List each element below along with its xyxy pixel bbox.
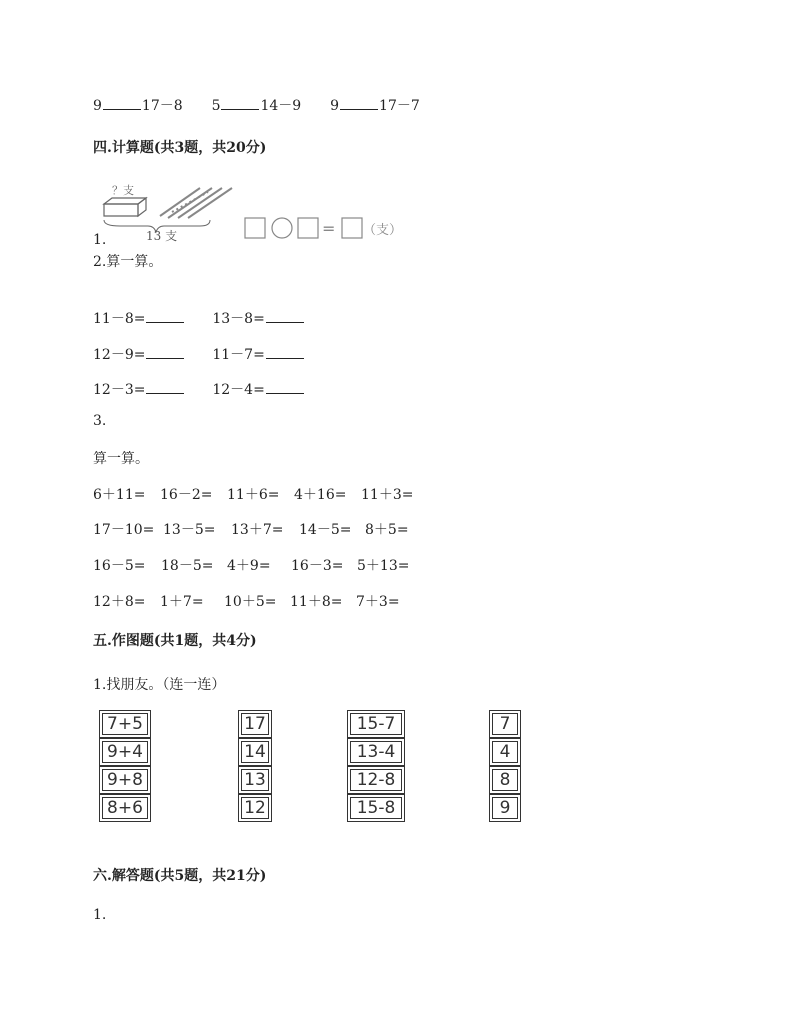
- compare-row: [93, 95, 420, 115]
- pencils-icon: [160, 188, 232, 218]
- match-box-expression[interactable]: 9+8: [102, 769, 148, 791]
- calc-row: [93, 591, 423, 611]
- expression: 11＋6=: [227, 487, 280, 503]
- expression: 11－7=: [212, 347, 265, 363]
- figure-total-label: 13 支: [146, 229, 178, 243]
- compare-right: 14－9: [260, 98, 302, 114]
- section-heading: 六.解答题(共5题，共21分): [93, 868, 267, 884]
- question-number: 1.: [93, 907, 107, 923]
- unit-label: （支）: [363, 223, 403, 238]
- pencil-box-icon: [104, 198, 146, 216]
- expression: 4＋9=: [227, 558, 271, 574]
- calc-row: [93, 519, 432, 539]
- match-box-number[interactable]: 12: [241, 797, 269, 819]
- compare-right: 17－8: [141, 98, 183, 114]
- answer-blank[interactable]: [340, 97, 378, 110]
- expression: 10＋5=: [224, 594, 277, 610]
- answer-square[interactable]: [342, 218, 362, 238]
- match-box-number[interactable]: 7: [492, 713, 518, 735]
- expression: 7＋3=: [356, 594, 400, 610]
- expression: 12＋8=: [93, 594, 146, 610]
- compare-left: 5: [211, 98, 221, 114]
- pencil-figure: [100, 182, 410, 244]
- answer-blank[interactable]: [266, 346, 304, 359]
- match-box-expression[interactable]: 7+5: [102, 713, 148, 735]
- calc-row: [93, 344, 305, 364]
- expression: 6＋11=: [93, 487, 146, 503]
- expression: 5＋13=: [357, 558, 410, 574]
- match-box-number[interactable]: 14: [241, 741, 269, 763]
- section-heading: 五.作图题(共1题，共4分): [93, 633, 257, 649]
- expression: 13－8=: [212, 311, 265, 327]
- answer-square[interactable]: [298, 218, 318, 238]
- question-label: 算一算。: [93, 451, 149, 467]
- expression: 11－8=: [93, 311, 146, 327]
- expression: 12－3=: [93, 382, 146, 398]
- calc-row: [93, 484, 428, 504]
- match-box-expression[interactable]: 15-8: [350, 797, 402, 819]
- match-box-number[interactable]: 9: [492, 797, 518, 819]
- expression: 11＋3=: [361, 487, 414, 503]
- question-label: 2.算一算。: [93, 254, 163, 270]
- operator-circle[interactable]: [272, 218, 292, 238]
- answer-blank[interactable]: [266, 310, 304, 323]
- equals-sign: =: [322, 219, 336, 238]
- match-box-expression[interactable]: 8+6: [102, 797, 148, 819]
- answer-square[interactable]: [245, 218, 265, 238]
- expression: 11＋8=: [290, 594, 343, 610]
- match-box-number[interactable]: 4: [492, 741, 518, 763]
- match-box-expression[interactable]: 9+4: [102, 741, 148, 763]
- match-box-number[interactable]: 17: [241, 713, 269, 735]
- calc-row: [93, 379, 305, 399]
- expression: 18－5=: [161, 558, 214, 574]
- expression: 16－3=: [291, 558, 344, 574]
- calc-row: [93, 308, 305, 328]
- answer-blank[interactable]: [103, 97, 141, 110]
- expression: 17－10=: [93, 522, 155, 538]
- calc-row: [93, 555, 424, 575]
- expression: 14－5=: [299, 522, 352, 538]
- match-box-expression[interactable]: 15-7: [350, 713, 402, 735]
- compare-left: 9: [93, 98, 102, 114]
- match-box-number[interactable]: 8: [492, 769, 518, 791]
- compare-left: 9: [330, 98, 340, 114]
- expression: 1＋7=: [160, 594, 204, 610]
- figure-question-label: ？支: [112, 184, 134, 197]
- match-box-expression[interactable]: 13-4: [350, 741, 402, 763]
- expression: 16－2=: [160, 487, 213, 503]
- equation-template: [245, 218, 362, 238]
- expression: 12－9=: [93, 347, 146, 363]
- question-label: 1.找朋友。（连一连）: [93, 677, 226, 693]
- expression: 13－5=: [163, 522, 216, 538]
- section-heading: 四.计算题(共3题，共20分): [93, 140, 267, 156]
- expression: 16－5=: [93, 558, 146, 574]
- answer-blank[interactable]: [221, 97, 259, 110]
- question-number: 1.: [93, 232, 107, 248]
- expression: 12－4=: [212, 382, 265, 398]
- match-box-expression[interactable]: 12-8: [350, 769, 402, 791]
- answer-blank[interactable]: [266, 381, 304, 394]
- expression: 8＋5=: [365, 522, 409, 538]
- answer-blank[interactable]: [146, 346, 184, 359]
- compare-right: 17－7: [379, 98, 420, 114]
- expression: 4＋16=: [294, 487, 347, 503]
- answer-blank[interactable]: [146, 381, 184, 394]
- match-box-number[interactable]: 13: [241, 769, 269, 791]
- question-number: 3.: [93, 413, 107, 429]
- expression: 13＋7=: [231, 522, 284, 538]
- answer-blank[interactable]: [146, 310, 184, 323]
